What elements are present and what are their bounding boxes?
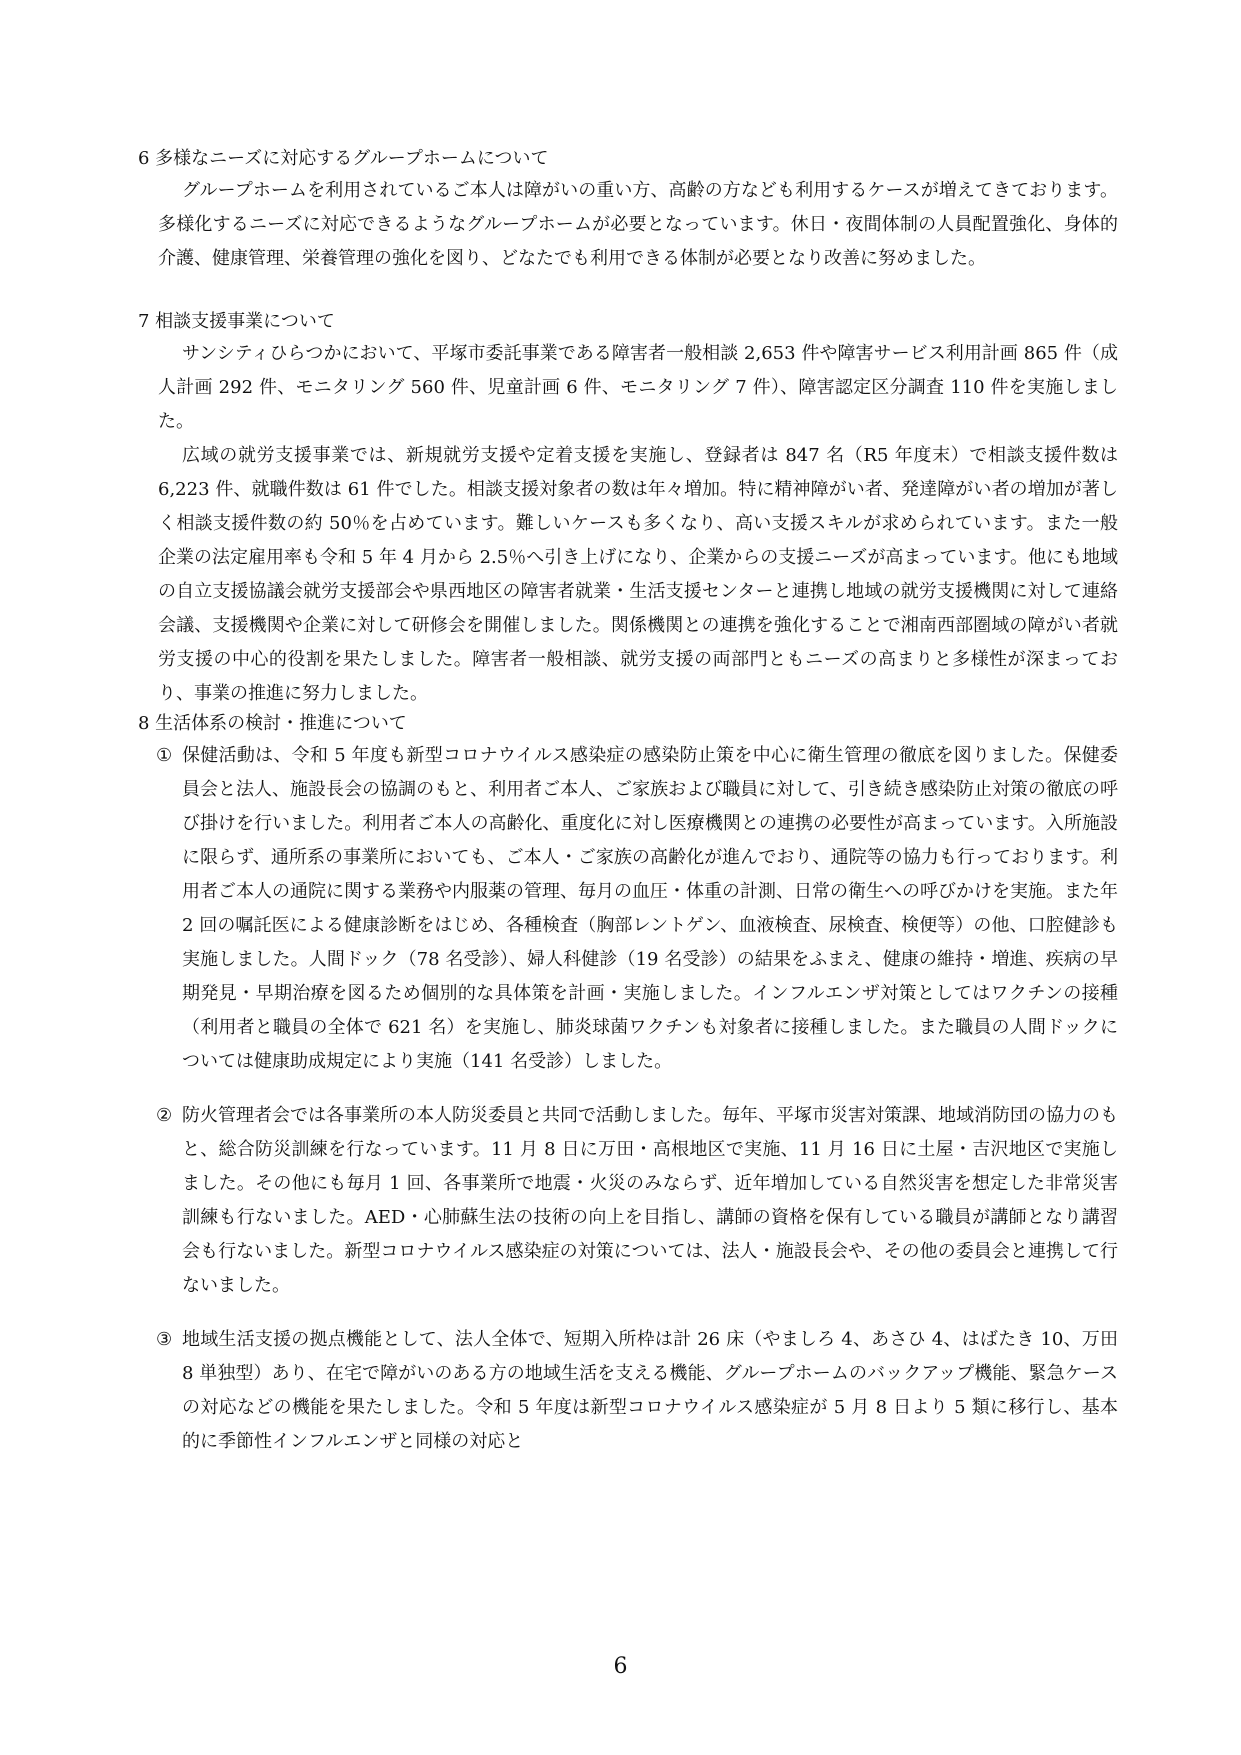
list-item <box>138 1323 1118 1459</box>
list-item <box>138 739 1118 1079</box>
item-number: ① <box>156 745 173 766</box>
item-text: 保健活動は、令和 5 年度も新型コロナウイルス感染症の感染防止策を中心に衛生管理の徹底を図りました。保健委員会と法人、施設長会の協調のもと、利用者ご本人、ご家族および職員に対して、引き続き感染防止対策の徹底の呼び掛けを行いました。利用者ご本人の高齢化、重度化に対し医療機関との連携の必要性が高まっています。入所施設に限らず、通所系の事業所においても、ご本人・ご家族の高齢化が進んでおり、通院等の協力も行っております。利用者ご本人の通院に関する業務や内服薬の管理、毎月の血圧・体重の計測、日常の衛生への呼びかけを実施。また年 2 回の嘱託医による健康診断をはじめ、各種検査（胸部レントゲン、血液検査、尿検査、検便等）の他、口腔健診も実施しました。人間ドック（78 名受診）、婦人科健診（19 名受診）の結果をふまえ、健康の維持・増進、疾病の早期発見・早期治療を図るため個別的な具体策を計画・実施しました。インフルエンザ対策としてはワクチンの接種（利用者と職員の全体で 621 名）を実施し、肺炎球菌ワクチンも対象者に接種しました。また職員の人間ドックについては健康助成規定により実施（141 名受診）しました。 <box>182 745 1118 1072</box>
item-number: ③ <box>156 1329 173 1350</box>
section-7 <box>138 306 1118 711</box>
list-item <box>138 1099 1118 1303</box>
section-heading: 8 生活体系の検討・推進について <box>138 713 407 734</box>
item-text: 防火管理者会では各事業所の本人防災委員と共同で活動しました。毎年、平塚市災害対策課、地域消防団の協力のもと、総合防災訓練を行なっています。11 月 8 日に万田・高根地区で実施、11 月 16 日に土屋・吉沢地区で実施しました。その他にも毎月 1 回、各事業所で地震・火災のみならず、近年増加している自然災害を想定した非常災害訓練も行ないました。AED・心肺蘇生法の技術の向上を目指し、講師の資格を保有している職員が講師となり講習会も行ないました。新型コロナウイルス感染症の対策については、法人・施設長会や、その他の委員会と連携して行ないました。 <box>182 1105 1118 1296</box>
paragraph: 広域の就労支援事業では、新規就労支援や定着支援を実施し、登録者は 847 名（R5 年度末）で相談支援件数は 6,223 件、就職件数は 61 件でした。相談支援対象者の数は年々増加。特に精神障がい者、発達障がい者の増加が著しく相談支援件数の約 50％を占めています。難しいケースも多くなり、高い支援スキルが求められています。また一般企業の法定雇用率も令和 5 年 4 月から 2.5％へ引き上げになり、企業からの支援ニーズが高まっています。他にも地域の自立支援協議会就労支援部会や県西地区の障害者就業・生活支援センターと連携し地域の就労支援機関に対して連絡会議、支援機関や企業に対して研修会を開催しました。関係機関との連携を強化することで湘南西部圏域の障がい者就労支援の中心的役割を果たしました。障害者一般相談、就労支援の両部門ともニーズの高まりと多様性が深まっており、事業の推進に努力しました。 <box>158 445 1118 704</box>
page-number: 6 <box>613 1654 628 1679</box>
section-6 <box>138 143 1118 276</box>
paragraph: グループホームを利用されているご本人は障がいの重い方、高齢の方なども利用するケースが増えてきております。多様化するニーズに対応できるようなグループホームが必要となっています。休日・夜間体制の人員配置強化、身体的介護、健康管理、栄養管理の強化を図り、どなたでも利用できる体制が必要となり改善に努めました。 <box>158 180 1118 269</box>
section-heading: 6 多様なニーズに対応するグループホームについて <box>138 148 549 169</box>
item-text: 地域生活支援の拠点機能として、法人全体で、短期入所枠は計 26 床（やましろ 4、あさひ 4、はばたき 10、万田 8 単独型）あり、在宅で障がいのある方の地域生活を支える機能、グループホームのバックアップ機能、緊急ケースの対応などの機能を果たしました。令和 5 年度は新型コロナウイルス感染症が 5 月 8 日より 5 類に移行し、基本的に季節性インフルエンザと同様の対応と <box>182 1329 1118 1452</box>
section-8 <box>138 708 1118 1459</box>
item-number: ② <box>156 1105 173 1126</box>
section-heading: 7 相談支援事業について <box>138 311 335 332</box>
paragraph: サンシティひらつかにおいて、平塚市委託事業である障害者一般相談 2,653 件や障害サービス利用計画 865 件（成人計画 292 件、モニタリング 560 件、児童計画 6 件、モニタリング 7 件）、障害認定区分調査 110 件を実施しました。 <box>158 343 1118 432</box>
